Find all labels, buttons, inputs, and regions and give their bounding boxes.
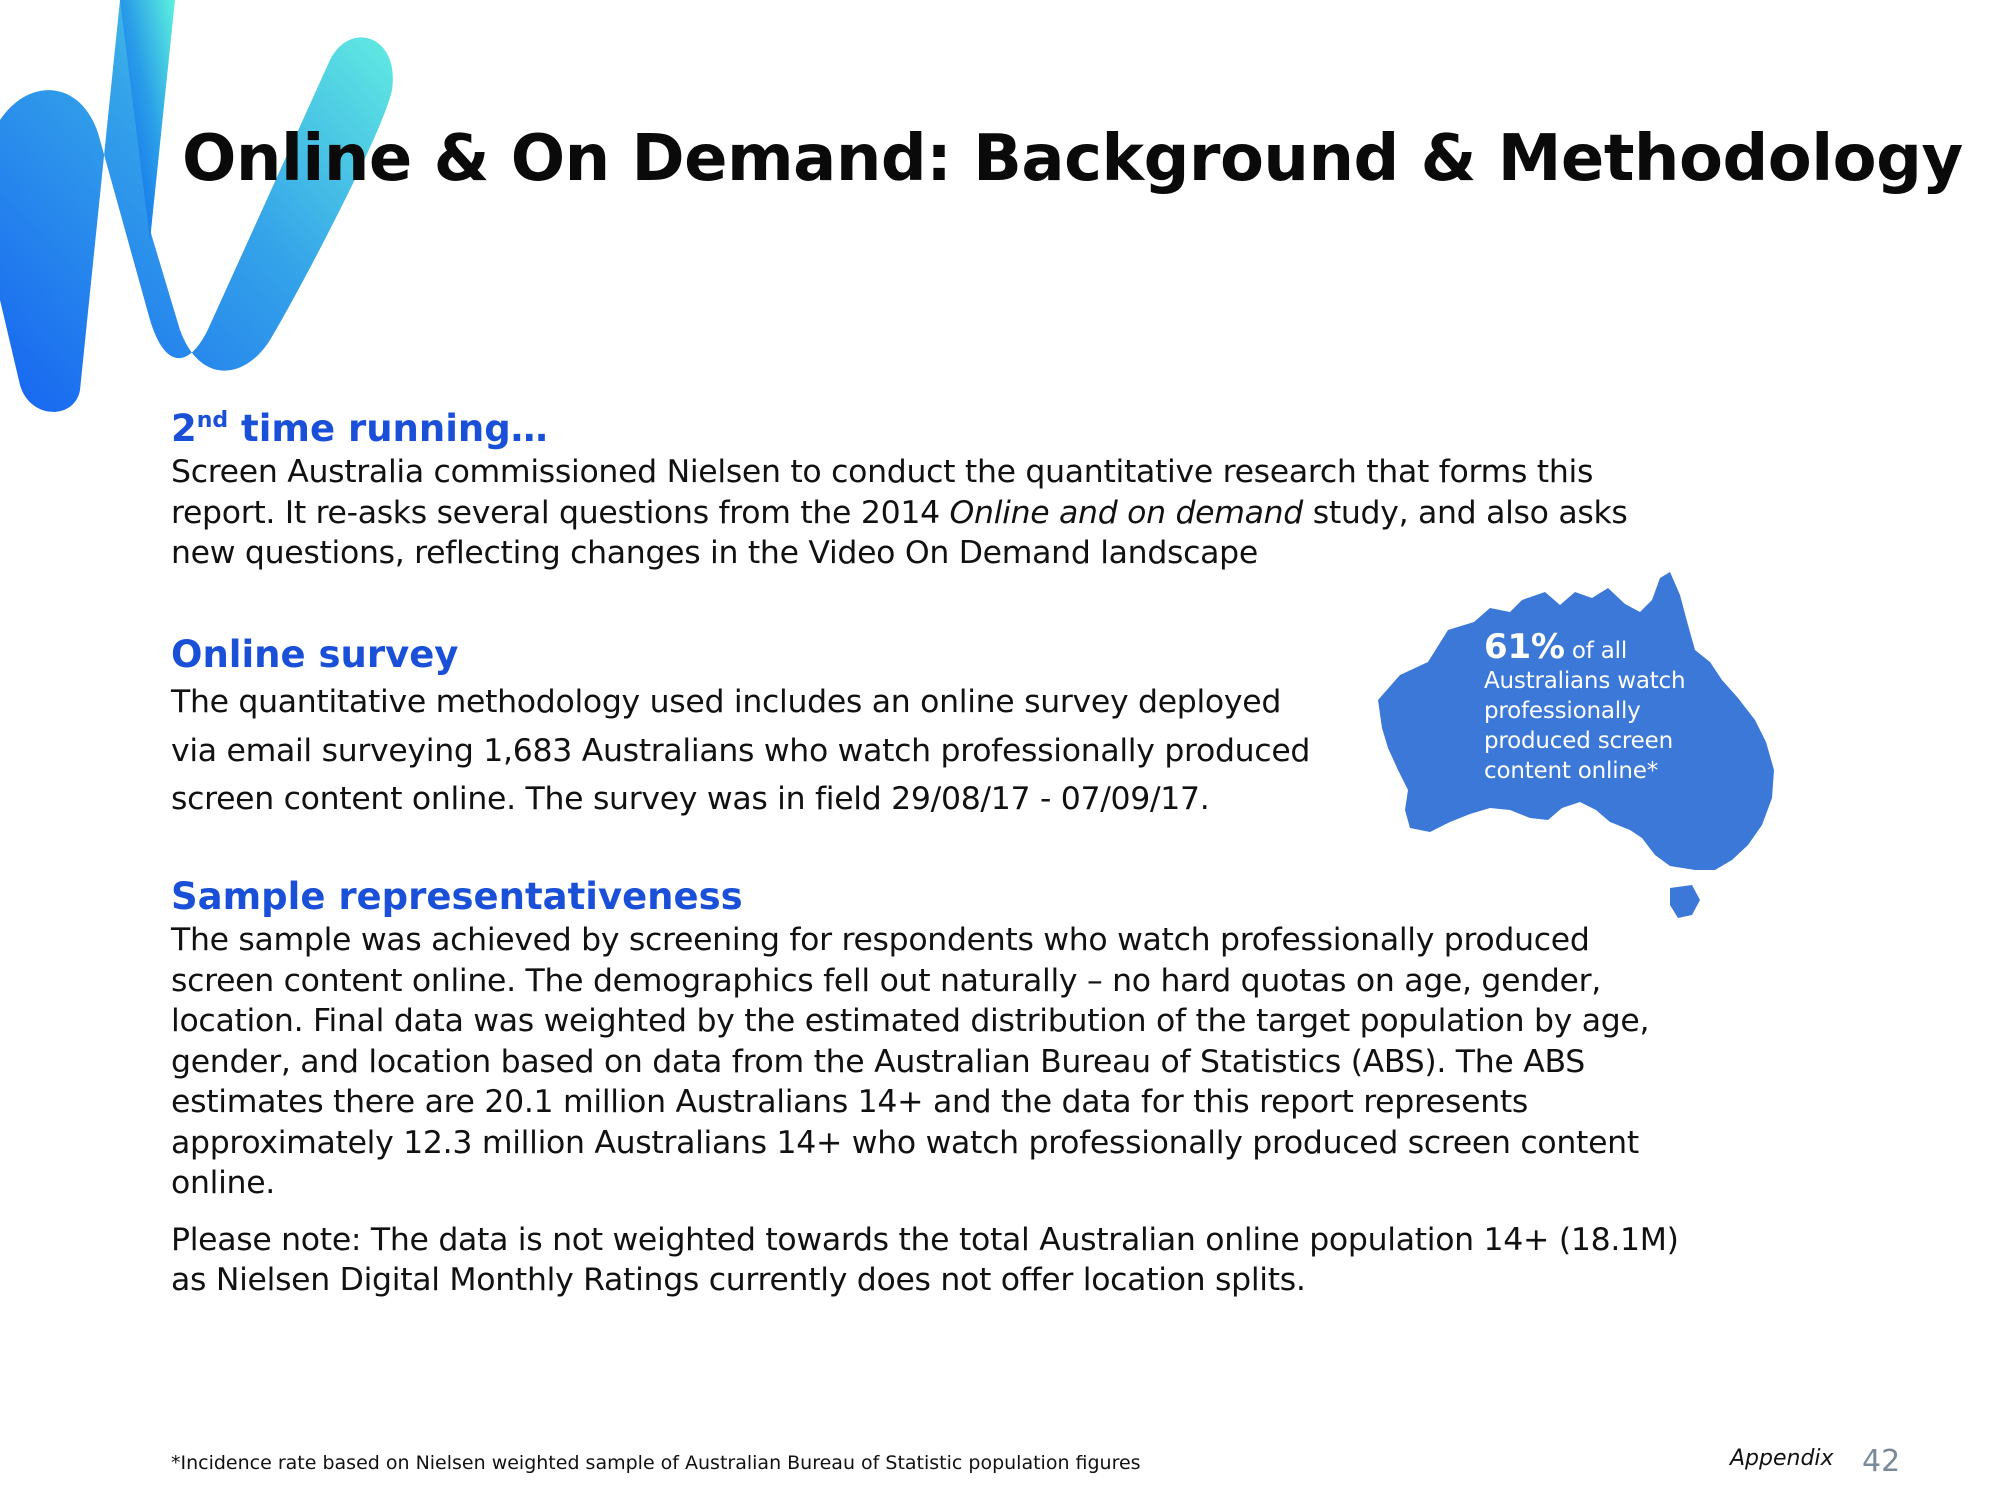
section-second-time-running (171, 406, 1691, 574)
page-number: 42 (1862, 1444, 1901, 1479)
callout-text: Australians watch professionally produced screen content online* (1484, 668, 1686, 784)
section-heading: Online survey (171, 633, 459, 676)
section-heading: 2nd time running… (171, 407, 548, 450)
page-title: Online & On Demand: Background & Methodology (182, 122, 1963, 196)
appendix-label: Appendix (1730, 1446, 1834, 1471)
section-please-note (171, 1220, 1691, 1300)
brand-wave-logo (0, 0, 420, 430)
footnote: *Incidence rate based on Nielsen weighted sample of Australian Bureau of Statistic population figures (171, 1452, 1141, 1474)
section-body: The quantitative methodology used includes an online survey deployed via email surveying 1,683 Australians who watch professionally produced screen content online. The survey was in field 29/08/17 - 07/09/17. (171, 684, 1311, 817)
callout-stat: 61% (1484, 627, 1565, 667)
section-sample-representativeness (171, 874, 1691, 1204)
callout-lead: of all (1564, 638, 1628, 664)
section-heading: Sample representativeness (171, 875, 743, 918)
section-body: Please note: The data is not weighted towards the total Australian online population 14+ (18.1M) as Nielsen Digital Monthly Ratings currently does not offer location splits. (171, 1222, 1679, 1298)
map-callout-text (1484, 627, 1744, 786)
section-body: Screen Australia commissioned Nielsen to conduct the quantitative research that forms this report. It re-asks several questions from the 2014 Online and on demand study, and also asks new questions, reflecting changes in the Video On Demand landscape (171, 454, 1628, 571)
section-body: The sample was achieved by screening for respondents who watch professionally produced screen content online. The demographics fell out naturally – no hard quotas on age, gender, location. Final data was weighted by the estimated distribution of the target population by age, gender, and location based on data from the Australian Bureau of Statistics (ABS). The ABS estimates there are 20.1 million Australians 14+ and the data for this report represents approximately 12.3 million Australians 14+ who watch professionally produced screen content online. (171, 922, 1650, 1201)
